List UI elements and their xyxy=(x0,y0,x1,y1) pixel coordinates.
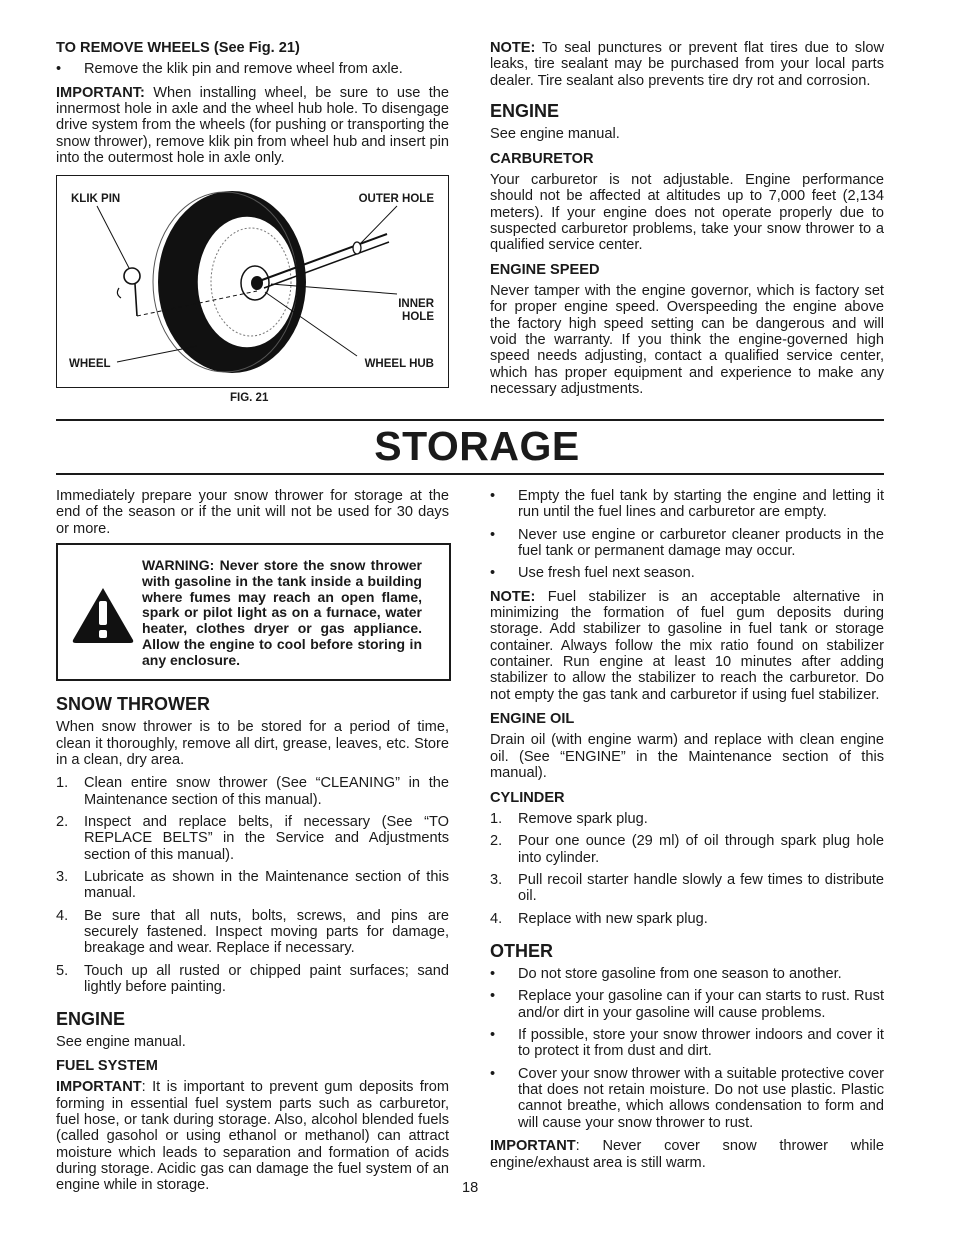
other-heading: OTHER xyxy=(490,940,553,961)
list-item xyxy=(56,814,449,863)
remove-wheels-list xyxy=(56,61,449,77)
figure-caption: FIG. 21 xyxy=(230,392,269,404)
step-text: Inspect and replace belts, if necessary (See “TO REPLACE BELTS” in the Service and Adjustments section of this manual). xyxy=(84,813,449,863)
bullet-marker: • xyxy=(490,565,496,582)
note-text: Fuel stabilizer is an acceptable alternative in minimizing the formation of fuel gum deposits during storage. Add stabilizer to gasoline in fuel tank or storage container. Always follow the mix ratio found on stabilizer container. Run engine at least 10 minutes after adding stabilizer to allow the stabilizer to reach the carburetor. Do not empty the gas tank and carburetor if using fuel stabilizer. xyxy=(490,588,884,703)
engine-heading-storage: ENGINE xyxy=(56,1009,126,1030)
important-text: When installing wheel, be sure to use the innermost hole in axle and the wheel hub hole. To disengage drive system from the wheels (for pushing or transporting the snow thrower), remove klik pin from wheel hub and insert pin into the outermost hole in axle only. xyxy=(56,84,449,167)
page-number: 18 xyxy=(462,1180,479,1196)
step-number: 5. xyxy=(56,962,69,979)
bullet-marker: • xyxy=(490,526,496,543)
hub-center xyxy=(251,276,263,290)
engine-heading: ENGINE xyxy=(490,101,560,122)
engine-section-top xyxy=(490,40,884,404)
carburetor-text: Your carburetor is not adjustable. Engine performance should not be affected at altitudes up to 7,000 feet (2,134 meters). If your engine does not operate properly due to suspected carburetor problems, take your snow thrower to a qualified service center. xyxy=(490,171,884,254)
page-title: STORAGE xyxy=(374,423,580,469)
figure-21 xyxy=(56,175,449,388)
final-important-paragraph xyxy=(490,1138,884,1171)
warning-box xyxy=(56,543,451,681)
engine-text-storage: See engine manual. xyxy=(56,1034,186,1051)
list-item xyxy=(490,488,884,521)
note-label: NOTE: xyxy=(490,588,536,605)
list-item xyxy=(490,872,884,905)
list-item xyxy=(56,61,449,77)
engine-oil-text: Drain oil (with engine warm) and replace with clean engine oil. (See “ENGINE” in the Maintenance section of this manual). xyxy=(490,732,884,782)
storage-right-column xyxy=(490,488,884,1178)
label-inner-hole-line1: INNER xyxy=(398,298,434,310)
step-number: 3. xyxy=(490,871,503,888)
engine-speed-text: Never tamper with the engine governor, which is factory set for proper engine speed. Overspeeding the engine above the factory high speed setting can be dangerous and will void the warranty. If you think the engine-governed high speed needs adjusting, contact a qualified service center, which has proper equipment and experience to make any necessary adjustments. xyxy=(490,282,884,397)
list-item xyxy=(490,1066,884,1131)
step-text: Pour one ounce (29 ml) of oil through spark plug hole into cylinder. xyxy=(518,833,884,866)
wheel-illustration xyxy=(57,176,448,387)
step-text: Pull recoil starter handle slowly a few times to distribute oil. xyxy=(518,871,884,905)
title-rule-bottom xyxy=(56,473,884,475)
step-number: 2. xyxy=(490,833,503,850)
list-item xyxy=(56,869,449,902)
note-text: To seal punctures or prevent flat tires due to slow leaks, tire sealant may be purchased from your local parts dealer. Tire sealant also prevents tire dry rot and corrosion. xyxy=(490,40,884,89)
snow-thrower-steps xyxy=(56,775,449,995)
tire-note xyxy=(490,40,884,89)
label-klik-pin: KLIK PIN xyxy=(71,193,121,205)
remove-wheels-heading: TO REMOVE WHEELS (See Fig. 21) xyxy=(56,40,300,56)
list-item xyxy=(490,527,884,560)
cylinder-heading: CYLINDER xyxy=(490,789,565,806)
leader-klik-pin xyxy=(97,206,129,268)
step-number: 2. xyxy=(56,813,69,830)
fuel-important-paragraph xyxy=(56,1079,449,1193)
cylinder-steps xyxy=(490,811,884,927)
important-text: : It is important to prevent gum deposits from forming in essential fuel system parts such as carburetor, fuel hose, or tank during storage. Also, alcohol blended fuels (called gasohol or using ethanol or methanol) can attract moisture which leads to separation and formation of acids during storage. Acidic gas can damage the fuel system of an engine while in storage. xyxy=(56,1079,449,1194)
fuel-system-heading: FUEL SYSTEM xyxy=(56,1057,158,1074)
list-item-text: Cover your snow thrower with a suitable protective cover that does not retain moisture. Do not use plastic. Plastic cannot breathe, which allows condensation to form and will cause your snow thrower to rust. xyxy=(518,1065,884,1131)
other-bullets xyxy=(490,966,884,1131)
storage-intro xyxy=(56,488,449,544)
engine-speed-heading: ENGINE SPEED xyxy=(490,261,600,278)
step-number: 4. xyxy=(490,910,503,927)
label-inner-hole-line2: HOLE xyxy=(402,311,434,324)
step-number: 1. xyxy=(56,775,69,792)
step-number: 3. xyxy=(56,868,69,885)
step-text: Touch up all rusted or chipped paint surfaces; sand lightly before painting. xyxy=(84,962,449,995)
leader-outer-hole xyxy=(360,206,397,244)
warning-icon xyxy=(70,585,136,645)
bullet-marker: • xyxy=(490,488,496,504)
label-wheel: WHEEL xyxy=(69,358,111,370)
important-label: IMPORTANT xyxy=(56,1079,142,1096)
snow-thrower-heading: SNOW THROWER xyxy=(56,694,210,714)
step-text: Clean entire snow thrower (See “CLEANING” in the Maintenance section of this manual). xyxy=(84,775,449,808)
step-number: 4. xyxy=(56,907,69,924)
list-item-text: Do not store gasoline from one season to another. xyxy=(518,966,842,983)
klik-pin-ring xyxy=(124,268,140,284)
note-label: NOTE: xyxy=(490,40,536,56)
label-wheel-hub: WHEEL HUB xyxy=(364,358,434,370)
warning-text: WARNING: Never store the snow thrower with gasoline in the tank inside a building where fumes may reach an open flame, spark or pilot light as on a furnace, water heater, clothes dryer or gas appliance. Allow the engine to cool before storing in any enclosure. xyxy=(142,557,422,668)
fuel-bullets xyxy=(490,488,884,582)
list-item xyxy=(490,966,884,982)
list-item-text: Remove the klik pin and remove wheel from axle. xyxy=(84,61,403,78)
pin-arrow xyxy=(117,288,121,298)
bullet-marker: • xyxy=(490,1027,496,1044)
important-text: : Never cover snow thrower while engine/exhaust area is still warm. xyxy=(490,1138,884,1171)
label-inner-hole xyxy=(398,298,434,324)
list-item-text: Replace your gasoline can if your can starts to rust. Rust and/or dirt in your gasoline will cause problems. xyxy=(518,988,884,1021)
important-label: IMPORTANT: xyxy=(56,84,145,101)
step-text: Lubricate as shown in the Maintenance section of this manual. xyxy=(84,868,449,902)
list-item-text: Never use engine or carburetor cleaner products in the fuel tank or permanent damage may occur. xyxy=(518,526,884,560)
engine-text: See engine manual. xyxy=(490,126,620,143)
important-label: IMPORTANT xyxy=(490,1138,576,1155)
bullet-marker: • xyxy=(490,988,496,1005)
bullet-marker: • xyxy=(56,61,62,78)
list-item xyxy=(490,565,884,581)
step-text: Replace with new spark plug. xyxy=(518,910,708,927)
snow-thrower-section xyxy=(56,694,449,1201)
list-item-text: Use fresh fuel next season. xyxy=(518,565,695,582)
remove-wheels-section xyxy=(56,40,449,173)
stabilizer-note xyxy=(490,589,884,703)
bullet-marker: • xyxy=(490,1065,496,1082)
list-item xyxy=(490,988,884,1021)
title-rule-top xyxy=(56,419,884,421)
snow-thrower-text: When snow thrower is to be stored for a period of time, clean it thoroughly, remove all dirt, grease, leaves, etc. Store in a clean, dry area. xyxy=(56,719,449,768)
list-item xyxy=(56,775,449,808)
step-number: 1. xyxy=(490,810,503,827)
engine-oil-heading: ENGINE OIL xyxy=(490,711,575,728)
carburetor-heading: CARBURETOR xyxy=(490,150,594,167)
important-paragraph xyxy=(56,85,449,167)
intro-text: Immediately prepare your snow thrower for storage at the end of the season or if the unit will not be used for 30 days or more. xyxy=(56,488,449,537)
list-item xyxy=(490,911,884,927)
leader-wheel xyxy=(117,346,197,362)
list-item xyxy=(56,908,449,957)
label-outer-hole: OUTER HOLE xyxy=(358,193,434,205)
step-text: Remove spark plug. xyxy=(518,810,648,827)
list-item xyxy=(56,963,449,996)
step-text: Be sure that all nuts, bolts, screws, and pins are securely fastened. Inspect moving parts for damage, breakage and wear. Replace if necessary. xyxy=(84,907,449,957)
list-item-text: Empty the fuel tank by starting the engine and letting it run until the fuel lines and carburetor are empty. xyxy=(518,488,884,521)
list-item-text: If possible, store your snow thrower indoors and cover it to protect it from dust and dirt. xyxy=(518,1027,884,1060)
list-item xyxy=(490,833,884,866)
list-item xyxy=(490,1027,884,1060)
bullet-marker: • xyxy=(490,966,496,983)
list-item xyxy=(490,811,884,827)
klik-pin-shaft xyxy=(135,284,137,316)
